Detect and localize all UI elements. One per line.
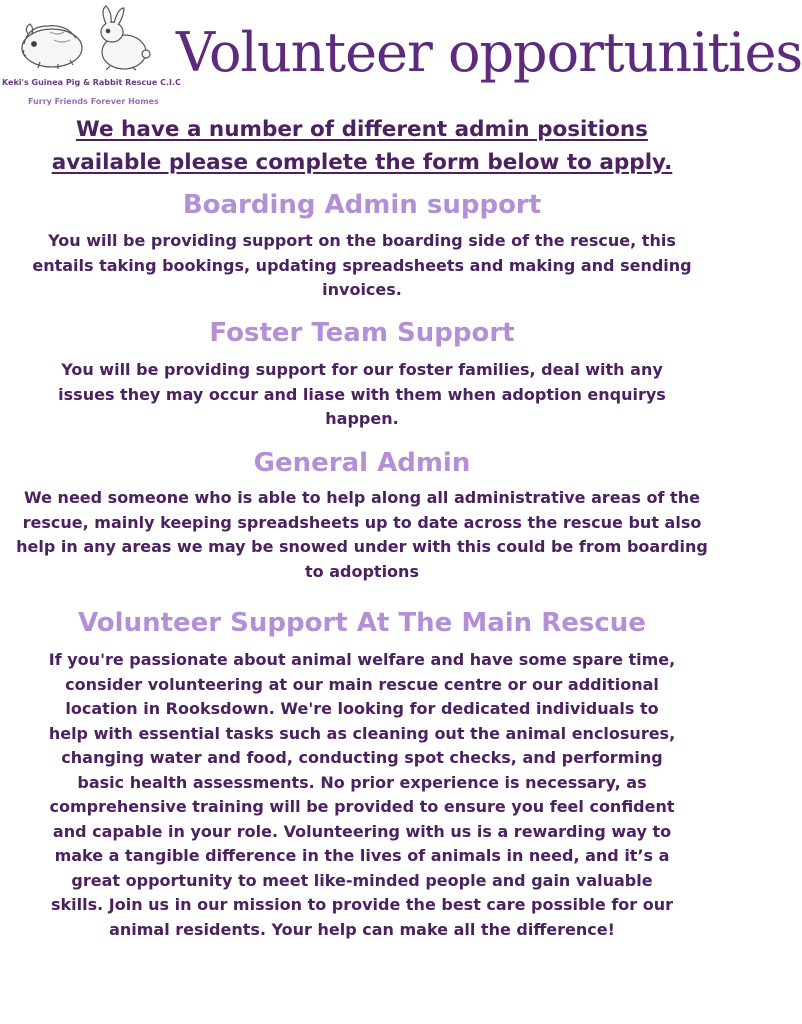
organisation-tagline: Furry Friends Forever Homes — [28, 97, 159, 106]
section-body-foster-team: You will be providing support for our foster families, deal with any issues they may occur and liase with them when adoption enquirys happen. — [58, 360, 666, 428]
page-title: Volunteer opportunities — [176, 21, 802, 84]
guinea-pig-icon — [22, 24, 82, 69]
section-title-main-rescue: Volunteer Support At The Main Rescue — [78, 608, 646, 638]
intro-text: We have a number of different admin positions available please complete the form below to apply. — [51, 117, 673, 175]
page-header — [0, 0, 802, 110]
section-title-boarding-admin: Boarding Admin support — [182, 190, 542, 220]
organisation-name: Keki's Guinea Pig & Rabbit Rescue C.I.C — [2, 78, 181, 87]
section-body-boarding-admin: You will be providing support on the boarding side of the rescue, this entails taking bookings, updating spreadsheets and making and sending invoices. — [32, 231, 692, 299]
section-title-general-admin: General Admin — [253, 448, 471, 478]
rescue-logo — [2, 4, 180, 108]
rabbit-icon — [101, 6, 150, 70]
section-body-main-rescue: If you're passionate about animal welfare and have some spare time, consider volunteering at our main rescue centre or our additional location in Rooksdown. We're looking for dedicated individuals to help with essential tasks such as cleaning out the animal enclosures, changing water and food, conducting spot checks, and performing basic health assessments. No prior experience is necessary, as comprehensive training will be provided to ensure you feel confident and capable in your role. Volunteering with us is a rewarding way to make a tangible difference in the lives of animals in need, and it’s a great opportunity to meet like-minded people and gain valuable skills. Join us in our mission to provide the best care possible for our animal residents. Your help can make all the difference! — [48, 650, 676, 939]
section-title-foster-team: Foster Team Support — [209, 318, 515, 348]
logo-art — [14, 4, 160, 74]
section-body-general-admin: We need someone who is able to help along all administrative areas of the rescue, mainly keeping spreadsheets up to date across the rescue but also help in any areas we may be snowed under with this could be from boarding to adoptions — [16, 488, 708, 581]
